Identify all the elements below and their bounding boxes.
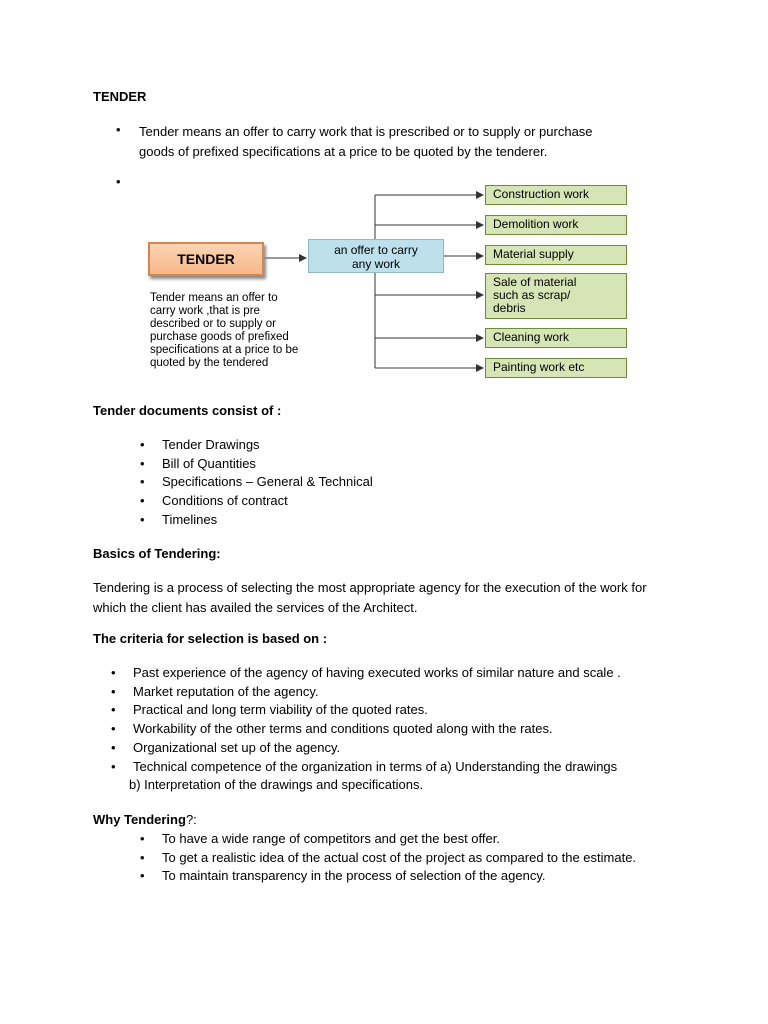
bullet-dot: • (111, 683, 116, 699)
bullet-dot: • (116, 122, 121, 137)
intro-line-1: Tender means an offer to carry work that is prescribed or to supply or purchase (139, 124, 593, 139)
intro-line-2: goods of prefixed specifications at a price to be quoted by the tenderer. (139, 144, 548, 159)
bullet-dot: • (140, 868, 145, 884)
offer-box (308, 239, 444, 273)
list-item: • Specifications – General & Technical (140, 473, 373, 492)
box-demolition-work: Demolition work (485, 215, 627, 235)
box-painting-work: Painting work etc (485, 358, 627, 378)
list-item: • Organizational set up of the agency. (111, 739, 621, 758)
bullet-dot: • (140, 831, 145, 846)
tender-box: TENDER (148, 242, 264, 276)
desc-line: described or to supply or (150, 318, 276, 330)
desc-line: purchase goods of prefixed (150, 331, 289, 343)
basics-paragraph: Tendering is a process of selecting the most appropriate agency for the execution of the work for which the client has availed the services of the Architect. (93, 580, 647, 615)
list-item: • Market reputation of the agency. (111, 683, 621, 702)
page-title: TENDER (93, 89, 147, 104)
bullet-dot: • (111, 721, 116, 737)
basics-heading: Basics of Tendering: (93, 546, 221, 561)
list-item: • Conditions of contract (140, 492, 373, 511)
desc-line: carry work ,that is pre (150, 305, 260, 317)
list-item: • To have a wide range of competitors and get the best offer. (140, 830, 675, 849)
bullet-dot: • (140, 474, 145, 490)
list-item: • Workability of the other terms and conditions quoted along with the rates. (111, 720, 621, 739)
list-item: • Bill of Quantities (140, 455, 373, 474)
desc-line: Tender means an offer to (150, 292, 278, 304)
why-heading (93, 812, 197, 827)
box-sale-of-material: Sale of material such as scrap/ debris (485, 273, 627, 319)
list-item: • Timelines (140, 511, 373, 530)
bullet-dot: • (140, 455, 145, 471)
bullet-dot: • (111, 665, 116, 680)
tender-description (150, 292, 355, 370)
bullet-dot: • (111, 758, 116, 774)
list-item: • Past experience of the agency of having executed works of similar nature and scale . (111, 664, 621, 683)
documents-heading: Tender documents consist of : (93, 403, 282, 418)
list-item: • Tender Drawings (140, 436, 373, 455)
criteria-heading: The criteria for selection is based on : (93, 631, 328, 646)
bullet-dot: • (140, 493, 145, 509)
box-material-supply: Material supply (485, 245, 627, 265)
list-item: • Technical competence of the organization in terms of a) Understanding the drawings (111, 758, 621, 777)
list-item: • To maintain transparency in the process of selection of the agency. (140, 867, 675, 886)
why-heading-rest: ?: (185, 812, 197, 827)
bullet-dot: • (140, 511, 145, 527)
box-cleaning-work: Cleaning work (485, 328, 627, 348)
box-construction-work: Construction work (485, 185, 627, 205)
criteria-list (111, 664, 621, 795)
bullet-dot: • (140, 849, 145, 865)
desc-line: quoted by the tendered (150, 357, 269, 369)
why-heading-bold: Why Tendering (93, 812, 186, 827)
list-item-continuation: b) Interpretation of the drawings and specifications. (129, 777, 424, 793)
bullet-dot: • (140, 437, 145, 452)
list-item: • Practical and long term viability of the quoted rates. (111, 701, 621, 720)
desc-line: specifications at a price to be (150, 344, 299, 356)
bullet-dot: • (111, 739, 116, 755)
list-item: • To get a realistic idea of the actual cost of the project as compared to the estimate. (140, 849, 675, 868)
offer-line-2: any work (351, 257, 401, 271)
documents-list (140, 436, 373, 530)
bullet-dot: • (111, 702, 116, 718)
bullet-dot: • (116, 174, 121, 189)
offer-line-1: an offer to carry (334, 243, 418, 257)
intro-text (139, 122, 593, 162)
why-list (140, 830, 675, 886)
tender-diagram (140, 182, 640, 382)
